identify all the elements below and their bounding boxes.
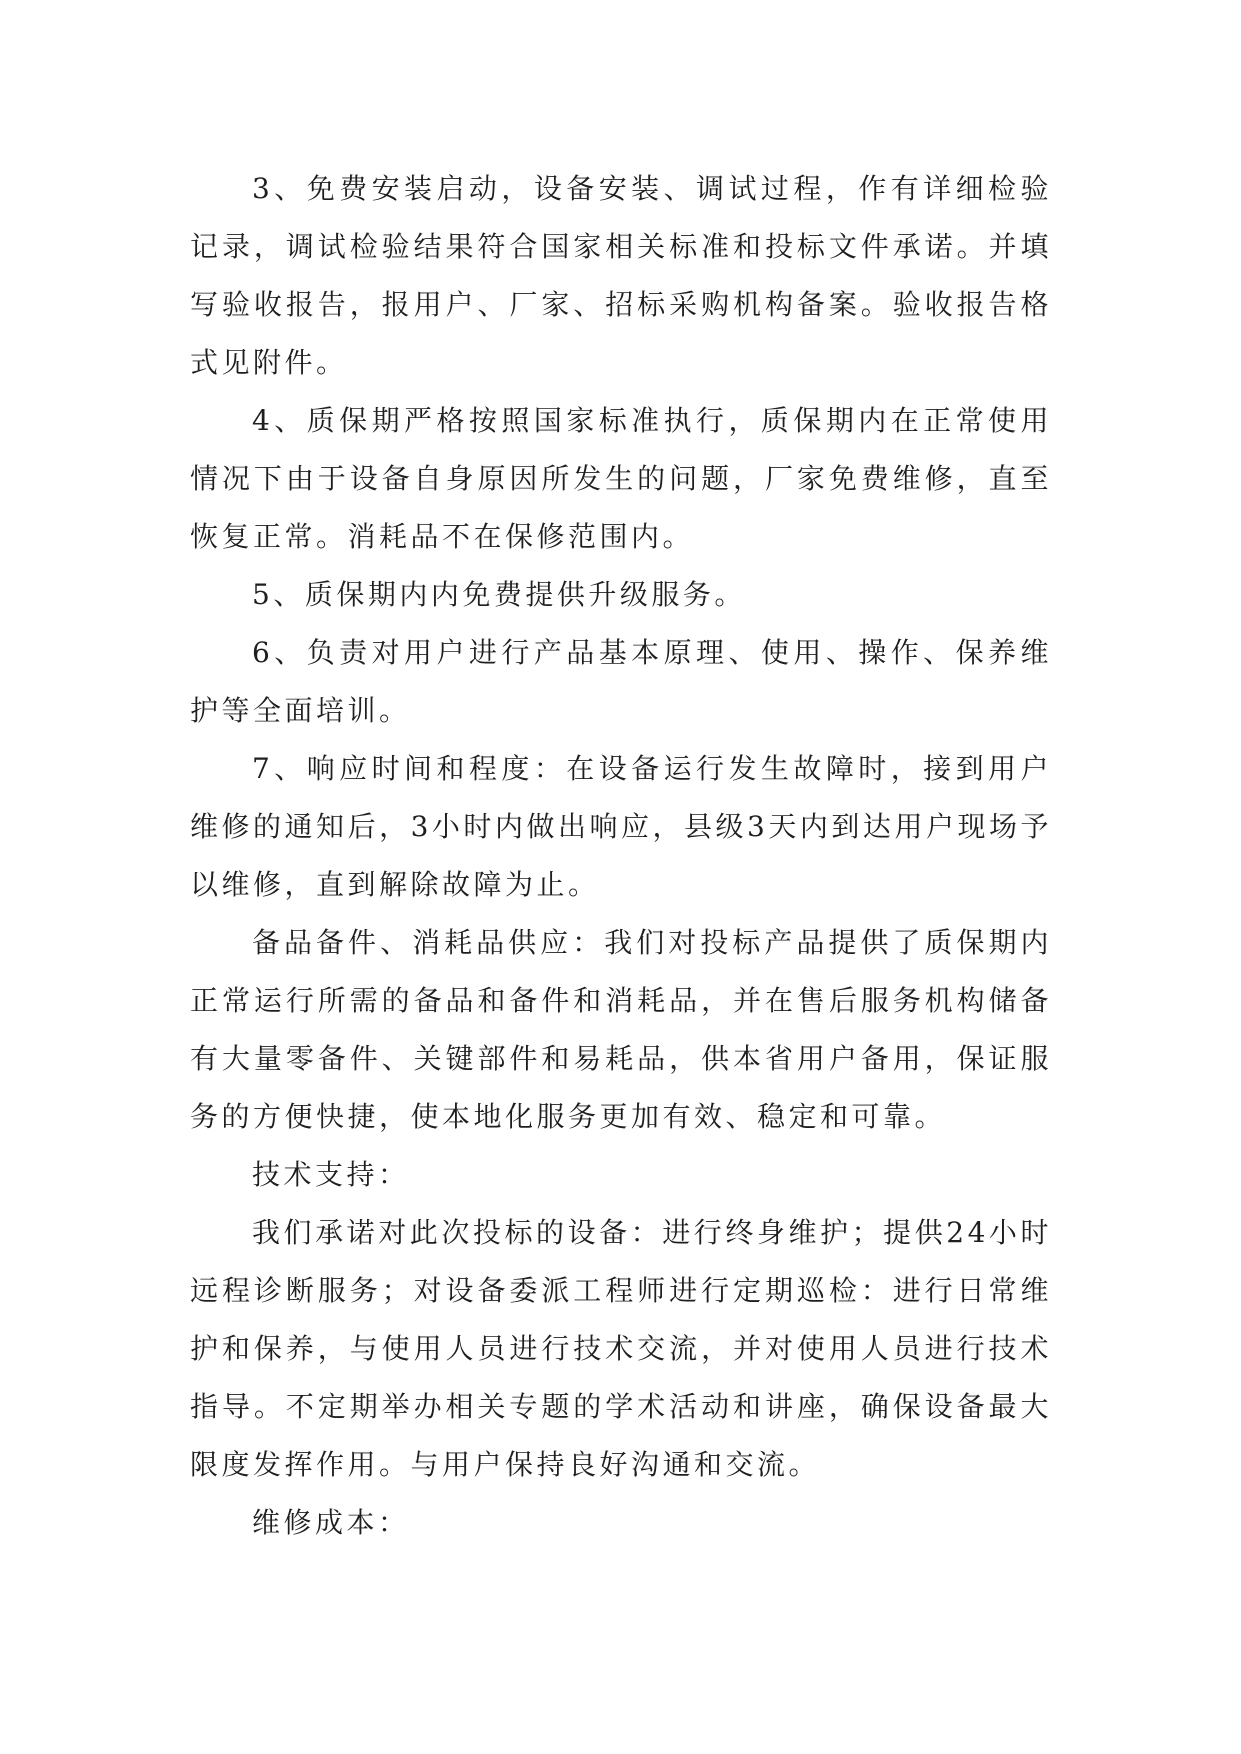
heading-tech-support: 技术支持： xyxy=(252,1158,410,1191)
paragraph-response-time: 7、响应时间和程度：在设备运行发生故障时，接到用户维修的通知后，3小时内做出响应，县级3天内到达用户现场予以维修，直到解除故障为止。 xyxy=(190,752,1052,901)
paragraph-tech-support: 我们承诺对此次投标的设备：进行终身维护；提供24小时远程诊断服务；对设备委派工程师进行定期巡检：进行日常维护和保养，与使用人员进行技术交流，并对使用人员进行技术指导。不定期举办相关专题的学术活动和讲座，确保设备最大限度发挥作用。与用户保持良好沟通和交流。 xyxy=(190,1216,1052,1481)
document-body xyxy=(190,160,1052,1552)
paragraph-warranty: 4、质保期严格按照国家标准执行，质保期内在正常使用情况下由于设备自身原因所发生的问题，厂家免费维修，直至恢复正常。消耗品不在保修范围内。 xyxy=(190,404,1052,553)
paragraph-installation: 3、免费安装启动，设备安装、调试过程，作有详细检验记录，调试检验结果符合国家相关标准和投标文件承诺。并填写验收报告，报用户、厂家、招标采购机构备案。验收报告格式见附件。 xyxy=(190,172,1052,379)
paragraph-training: 6、负责对用户进行产品基本原理、使用、操作、保养维护等全面培训。 xyxy=(190,636,1052,727)
paragraph-upgrade: 5、质保期内内免费提供升级服务。 xyxy=(252,578,746,611)
heading-maintenance-cost: 维修成本： xyxy=(252,1506,410,1539)
paragraph-spare-parts: 备品备件、消耗品供应：我们对投标产品提供了质保期内正常运行所需的备品和备件和消耗品，并在售后服务机构储备有大量零备件、关键部件和易耗品，供本省用户备用，保证服务的方便快捷，使本地化服务更加有效、稳定和可靠。 xyxy=(190,926,1052,1133)
